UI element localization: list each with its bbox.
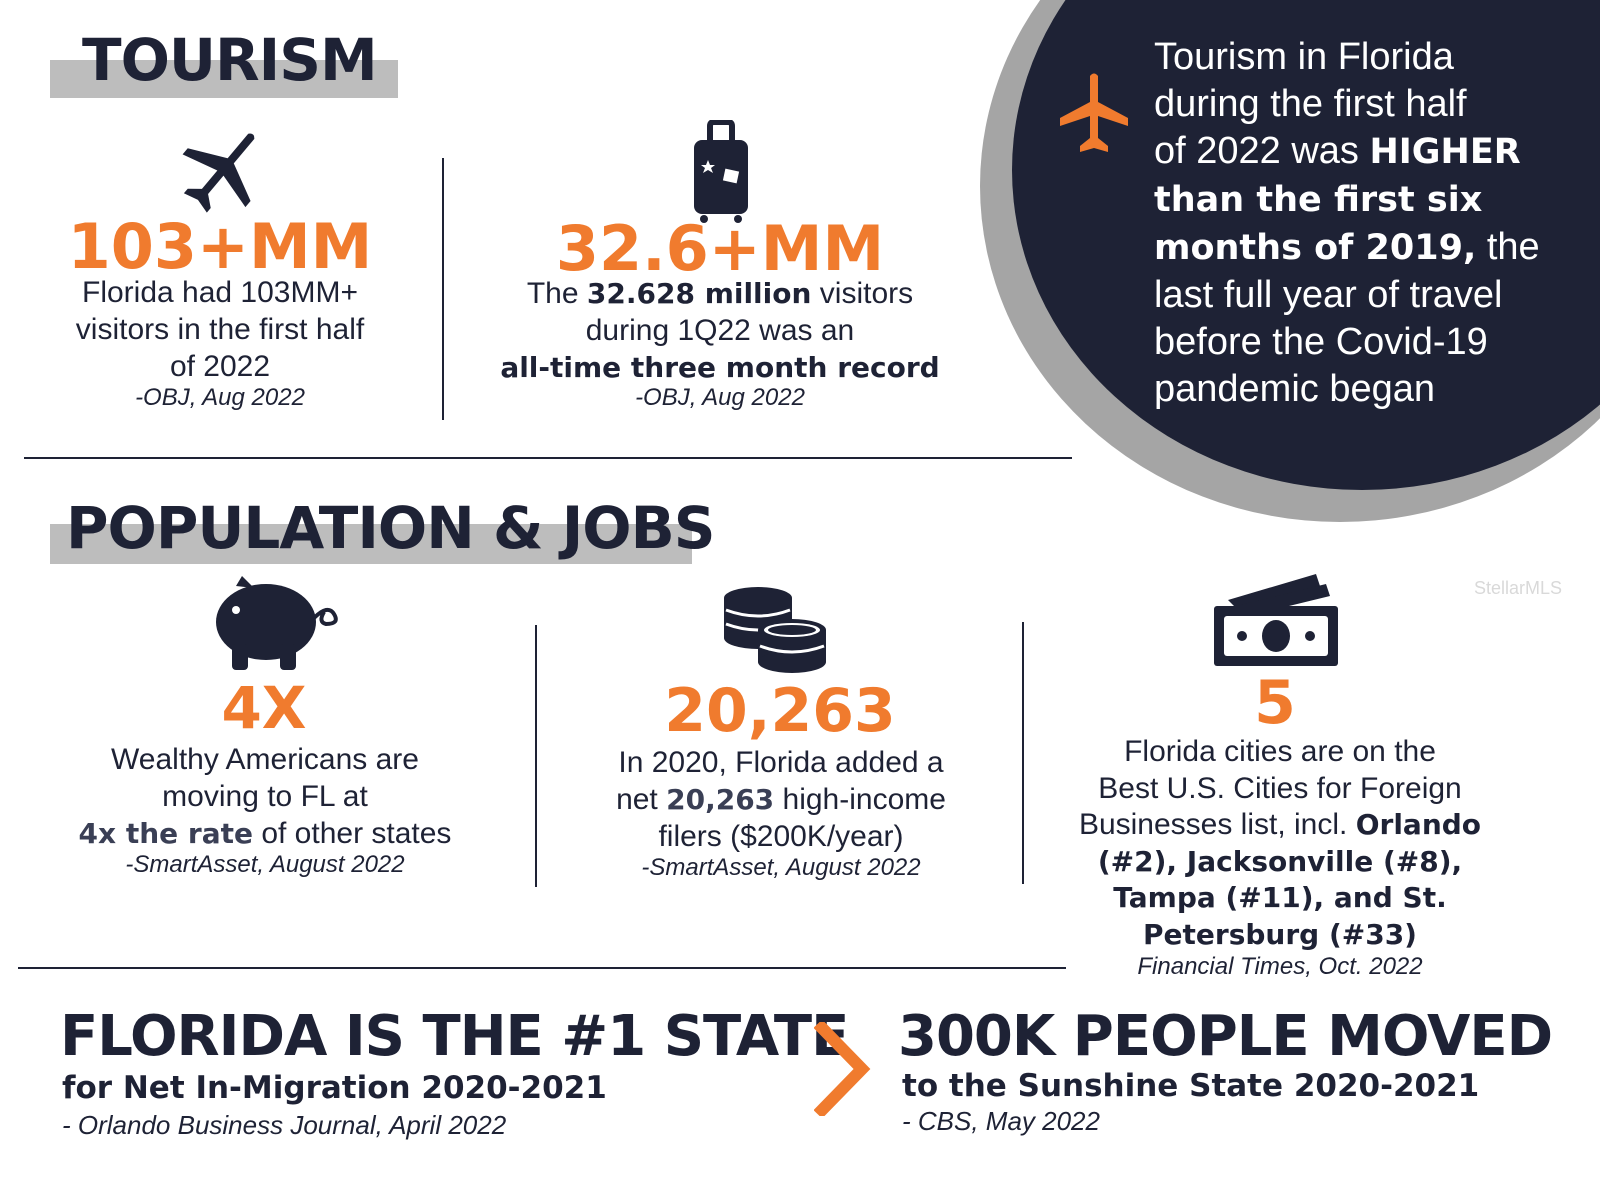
high-income-value: 20,263 [664,676,896,746]
airplane-icon [1058,72,1130,156]
tourism-heading: TOURISM [82,26,377,94]
high-income-source: -SmartAsset, August 2022 [641,854,921,881]
desc-line: moving to FL at [162,780,368,813]
desc-line: In 2020, Florida added a [618,746,944,779]
cities-count-source: Financial Times, Oct. 2022 [1137,953,1423,980]
desc-line: Petersburg (#33) [1143,917,1417,951]
watermark: StellarMLS [1474,578,1563,598]
chevron-right-icon [814,1022,872,1116]
bubble-line: of 2022 was HIGHER [1154,130,1521,172]
divider-vertical [1022,622,1024,884]
desc-line: Wealthy Americans are [111,743,419,776]
bubble-line: before the Covid-19 [1154,321,1488,363]
tourism-quarter-source: -OBJ, Aug 2022 [635,384,805,411]
desc-line: all-time three month record [500,351,940,384]
wealthy-rate-value: 4X [221,674,307,742]
bottom-right-subline: to the Sunshine State 2020-2021 [902,1068,1480,1104]
bottom-right-source: - CBS, May 2022 [902,1106,1100,1136]
wealthy-rate-desc [30,741,500,852]
piggy-bank-icon [212,574,344,672]
divider-vertical [535,625,537,887]
cities-count-desc [1040,734,1520,953]
coins-icon [722,584,830,676]
tourism-visitors-value: 103+MM [67,210,373,283]
cash-icon [1210,570,1342,670]
bottom-left-source: - Orlando Business Journal, April 2022 [62,1110,507,1140]
population-heading: POPULATION & JOBS [66,494,715,562]
tourism-visitors-desc [20,274,420,385]
airplane-icon [180,124,266,216]
luggage-icon [690,120,752,224]
divider-horizontal [18,967,1066,969]
tourism-visitors-source: -OBJ, Aug 2022 [135,384,305,411]
desc-line: Florida had 103MM+ [82,276,358,309]
desc-line: visitors in the first half [75,313,365,346]
desc-line: (#2), Jacksonville (#8), [1097,844,1463,878]
bubble-line: months of 2019, the [1154,226,1540,268]
bubble-line: last full year of travel [1154,274,1503,316]
bottom-left-subline: for Net In-Migration 2020-2021 [62,1070,607,1106]
desc-line: filers ($200K/year) [658,820,904,853]
bottom-right-headline: 300K PEOPLE MOVED [898,1004,1553,1069]
bubble-text [1154,34,1594,413]
cities-count-value: 5 [1254,668,1296,738]
desc-line: Best U.S. Cities for Foreign [1098,771,1462,805]
divider-horizontal [24,457,1072,459]
bottom-left-headline: FLORIDA IS THE #1 STATE [60,1004,849,1069]
desc-line: of 2022 [169,350,271,383]
tourism-quarter-value: 32.6+MM [555,212,885,285]
desc-line: Florida cities are on the [1124,735,1436,768]
bubble-line: pandemic began [1154,368,1435,410]
desc-line: Businesses list, incl. Orlando [1078,808,1482,841]
desc-line: net 20,263 high-income [616,783,946,816]
desc-line: The 32.628 million visitors [526,277,914,310]
bubble-line: Tourism in Florida [1154,36,1454,78]
bubble-line: during the first half [1154,83,1467,125]
high-income-desc [556,744,1006,855]
tourism-quarter-desc [470,275,970,386]
desc-line: during 1Q22 was an [585,314,855,347]
wealthy-rate-source: -SmartAsset, August 2022 [125,851,405,878]
desc-line: Tampa (#11), and St. [1113,881,1447,914]
desc-line: 4x the rate of other states [78,817,452,850]
divider-vertical [442,158,444,420]
bubble-line: than the first six [1154,180,1483,220]
